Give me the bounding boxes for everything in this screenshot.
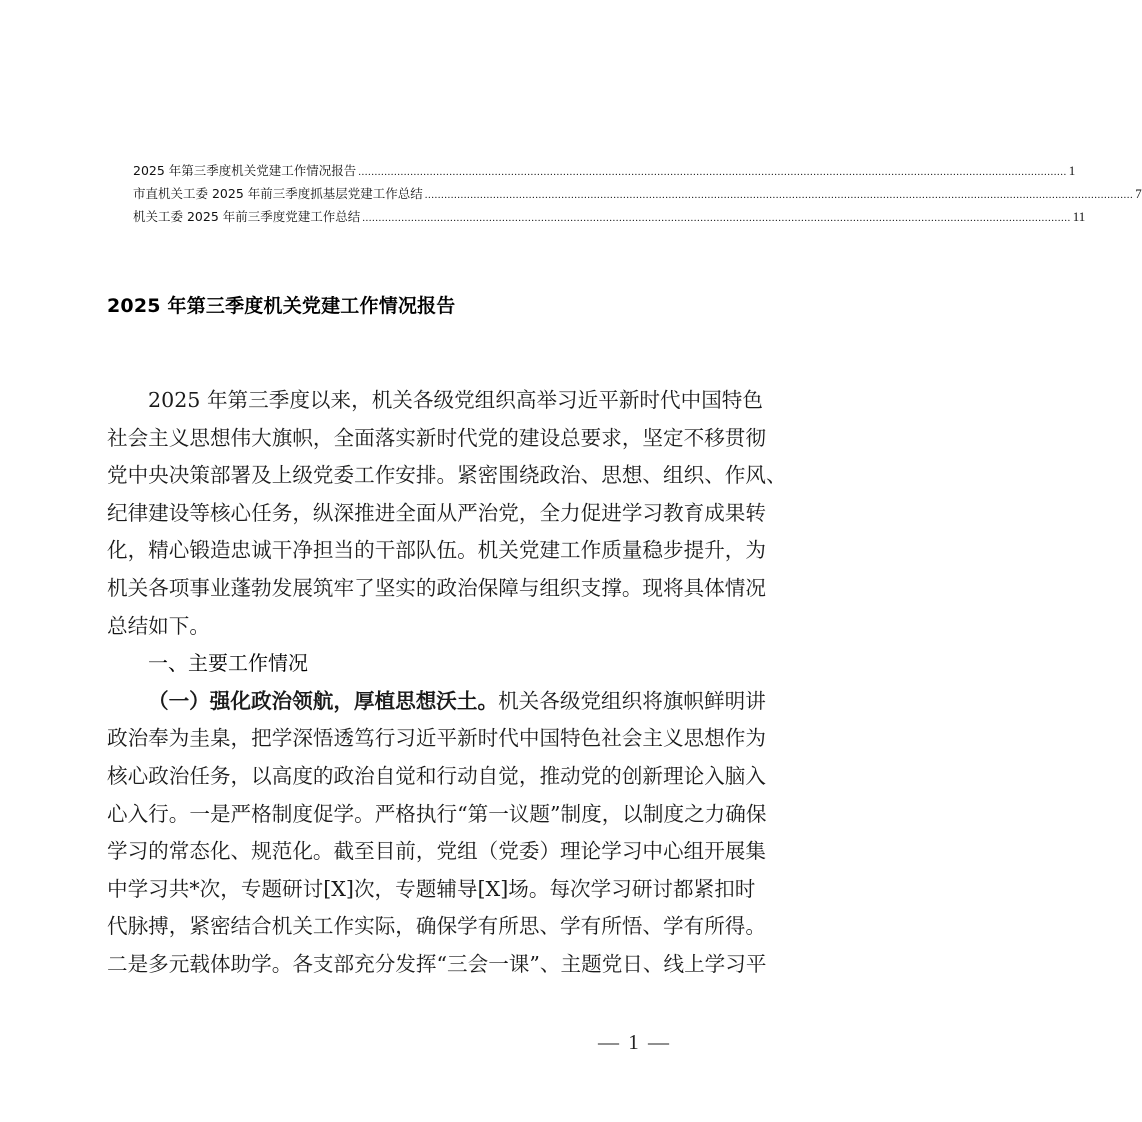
paragraph-line: 2025 年第三季度以来，机关各级党组织高举习近平新时代中国特色 — [148, 388, 763, 412]
toc-leader-dots — [358, 162, 1067, 183]
page-number: — 1 — — [598, 1030, 671, 1054]
toc-entry[interactable] — [133, 160, 1076, 183]
paragraph-line: 总结如下。 — [107, 613, 210, 638]
table-of-contents — [133, 160, 1142, 229]
subsection-first-line — [107, 683, 766, 721]
toc-entry-page: 7 — [1135, 186, 1142, 201]
toc-entry-page: 1 — [1068, 163, 1076, 178]
toc-entry-page: 11 — [1072, 209, 1086, 224]
toc-entry-title: 市直机关工委 2025 年前三季度抓基层党建工作总结 — [133, 186, 423, 201]
paragraph-line: 心入行。一是严格制度促学。严格执行“第一议题”制度，以制度之力确保 — [107, 801, 767, 826]
toc-entry[interactable] — [133, 183, 1142, 206]
paragraph-text: 机关各级党组织将旗帜鲜明讲 — [498, 688, 766, 713]
document-body — [107, 382, 787, 984]
paragraph-line: 二是多元载体助学。各支部充分发挥“三会一课”、主题党日、线上学习平 — [107, 951, 767, 976]
section-heading: 一、主要工作情况 — [148, 651, 308, 676]
paragraph-line: 党中央决策部署及上级党委工作安排。紧密围绕政治、思想、组织、作风、 — [107, 463, 787, 488]
toc-leader-dots — [425, 185, 1134, 206]
toc-leader-dots — [362, 208, 1071, 229]
paragraph-line: 机关各项事业蓬勃发展筑牢了坚实的政治保障与组织支撑。现将具体情况 — [107, 575, 766, 600]
paragraph-line: 核心政治任务，以高度的政治自觉和行动自觉，推动党的创新理论入脑入 — [107, 763, 766, 788]
paragraph-line: 中学习共*次，专题研讨[X]次，专题辅导[X]场。每次学习研讨都紧扣时 — [107, 876, 756, 901]
subsection-heading: （一）强化政治领航，厚植思想沃土。 — [148, 688, 499, 713]
paragraph-line: 社会主义思想伟大旗帜，全面落实新时代党的建设总要求，坚定不移贯彻 — [107, 425, 766, 450]
document-title: 2025 年第三季度机关党建工作情况报告 — [107, 295, 456, 317]
paragraph-line: 化，精心锻造忠诚干净担当的干部队伍。机关党建工作质量稳步提升，为 — [107, 538, 766, 563]
paragraph-line: 学习的常态化、规范化。截至目前，党组（党委）理论学习中心组开展集 — [107, 839, 766, 864]
toc-entry[interactable] — [133, 206, 1086, 229]
toc-entry-title: 2025 年第三季度机关党建工作情况报告 — [133, 163, 357, 178]
paragraph-line: 政治奉为圭臬，把学深悟透笃行习近平新时代中国特色社会主义思想作为 — [107, 726, 766, 751]
toc-entry-title: 机关工委 2025 年前三季度党建工作总结 — [133, 209, 361, 224]
paragraph-line: 纪律建设等核心任务，纵深推进全面从严治党，全力促进学习教育成果转 — [107, 500, 766, 525]
paragraph-line: 代脉搏，紧密结合机关工作实际，确保学有所思、学有所悟、学有所得。 — [107, 914, 766, 939]
